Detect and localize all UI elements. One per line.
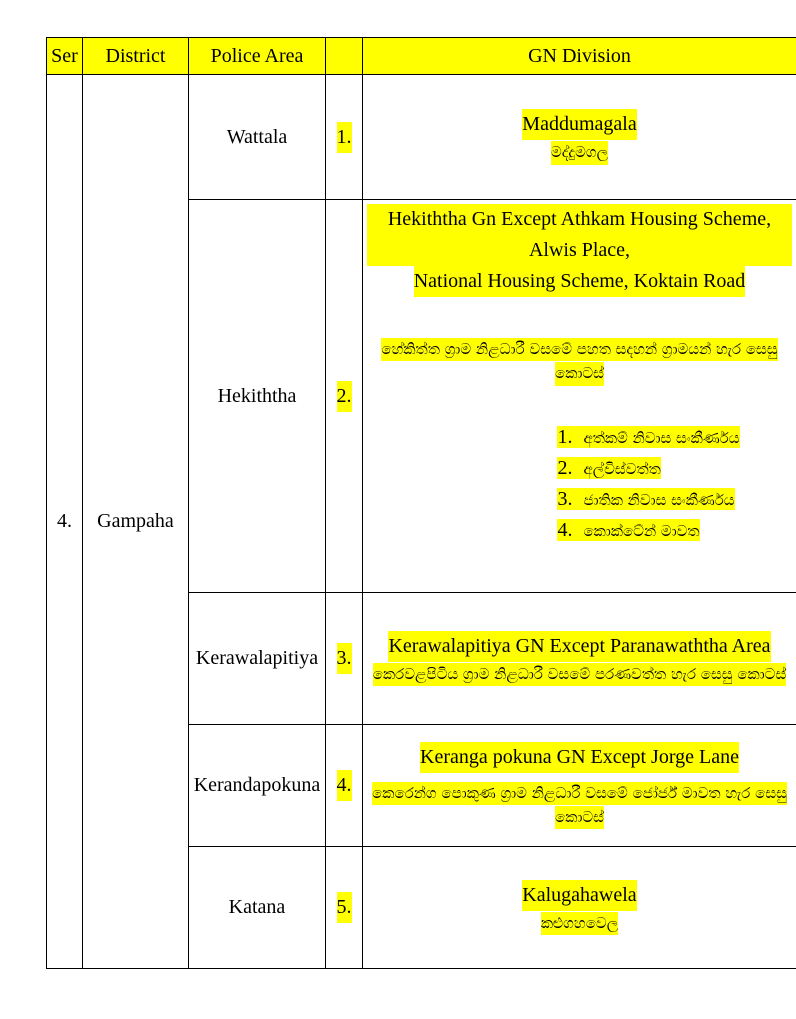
list-item: 3. ජාතික නිවාස සංකීර්ණය: [557, 487, 735, 510]
police-area-cell: Hekiththa: [189, 200, 326, 593]
header-row: [47, 38, 796, 75]
table-row-wattala: [47, 75, 796, 200]
gn-name-en: Maddumagala: [522, 109, 636, 140]
header-police-area: Police Area: [189, 38, 326, 75]
gn-division-table: [46, 37, 796, 969]
gn-division-cell: [363, 75, 796, 200]
gn-name-en: Kerawalapitiya GN Except Paranawaththa Area: [388, 631, 770, 662]
gn-name-si: කළුගහවෙල: [541, 912, 618, 935]
list-item: 2. අල්විස්වත්ත: [557, 456, 661, 479]
number-label: 5.: [337, 892, 352, 923]
header-blank: [326, 38, 363, 75]
ser-cell: 4.: [47, 75, 83, 969]
number-label: 2.: [337, 381, 352, 412]
gn-name-si-line-1: හේකිත්ත ග්‍රාම නිළධාරී වසමේ පහත සදහන් ග්‍රාමයන් හැර සෙසු: [381, 338, 777, 361]
gn-division-cell: [363, 847, 796, 969]
gn-name-si-line-1: කෙරෙන්ග පොකුණ ග්‍රාම නිළධාරී වසමේ ජෝර්ජ් මාවත හැර සෙසු: [372, 782, 787, 805]
gn-name-si-line-2: කොටස්: [555, 362, 604, 385]
police-area-cell: Wattala: [189, 75, 326, 200]
police-area-cell: Kerawalapitiya: [189, 593, 326, 725]
list-item: 1. අත්කම් නිවාස සංකීර්ණය: [557, 425, 740, 448]
number-cell: [326, 725, 363, 847]
number-cell: [326, 75, 363, 200]
police-area-cell: Katana: [189, 847, 326, 969]
gn-division-cell: [363, 593, 796, 725]
police-area-cell: Kerandapokuna: [189, 725, 326, 847]
number-cell: [326, 200, 363, 593]
district-cell: Gampaha: [83, 75, 189, 969]
gn-name-si-line-2: කොටස්: [555, 806, 604, 829]
number-cell: [326, 593, 363, 725]
gn-name-si: මද්දුමගල: [551, 141, 608, 164]
header-ser: Ser: [47, 38, 83, 75]
exception-list: [557, 426, 739, 550]
number-cell: [326, 847, 363, 969]
header-district: District: [83, 38, 189, 75]
number-label: 3.: [337, 643, 352, 674]
gn-division-cell: [363, 725, 796, 847]
header-gn-division: GN Division: [363, 38, 796, 75]
number-label: 4.: [337, 770, 352, 801]
gn-name-en: Keranga pokuna GN Except Jorge Lane: [420, 742, 739, 773]
list-item: 4. කොක්ටේන් මාවත: [557, 518, 700, 541]
gn-division-cell: [363, 200, 796, 593]
gn-name-en-line-2: National Housing Scheme, Koktain Road: [414, 266, 746, 297]
number-label: 1.: [337, 122, 352, 153]
gn-name-en-line-1: Hekiththa Gn Except Athkam Housing Scheme, Alwis Place,: [367, 204, 792, 266]
gn-name-en: Kalugahawela: [522, 880, 636, 911]
gn-name-si: කෙරවළපිටිය ග්‍රාම නිළධාරී වසමේ පරණවත්ත හැර සෙසු කොටස්: [373, 663, 786, 686]
